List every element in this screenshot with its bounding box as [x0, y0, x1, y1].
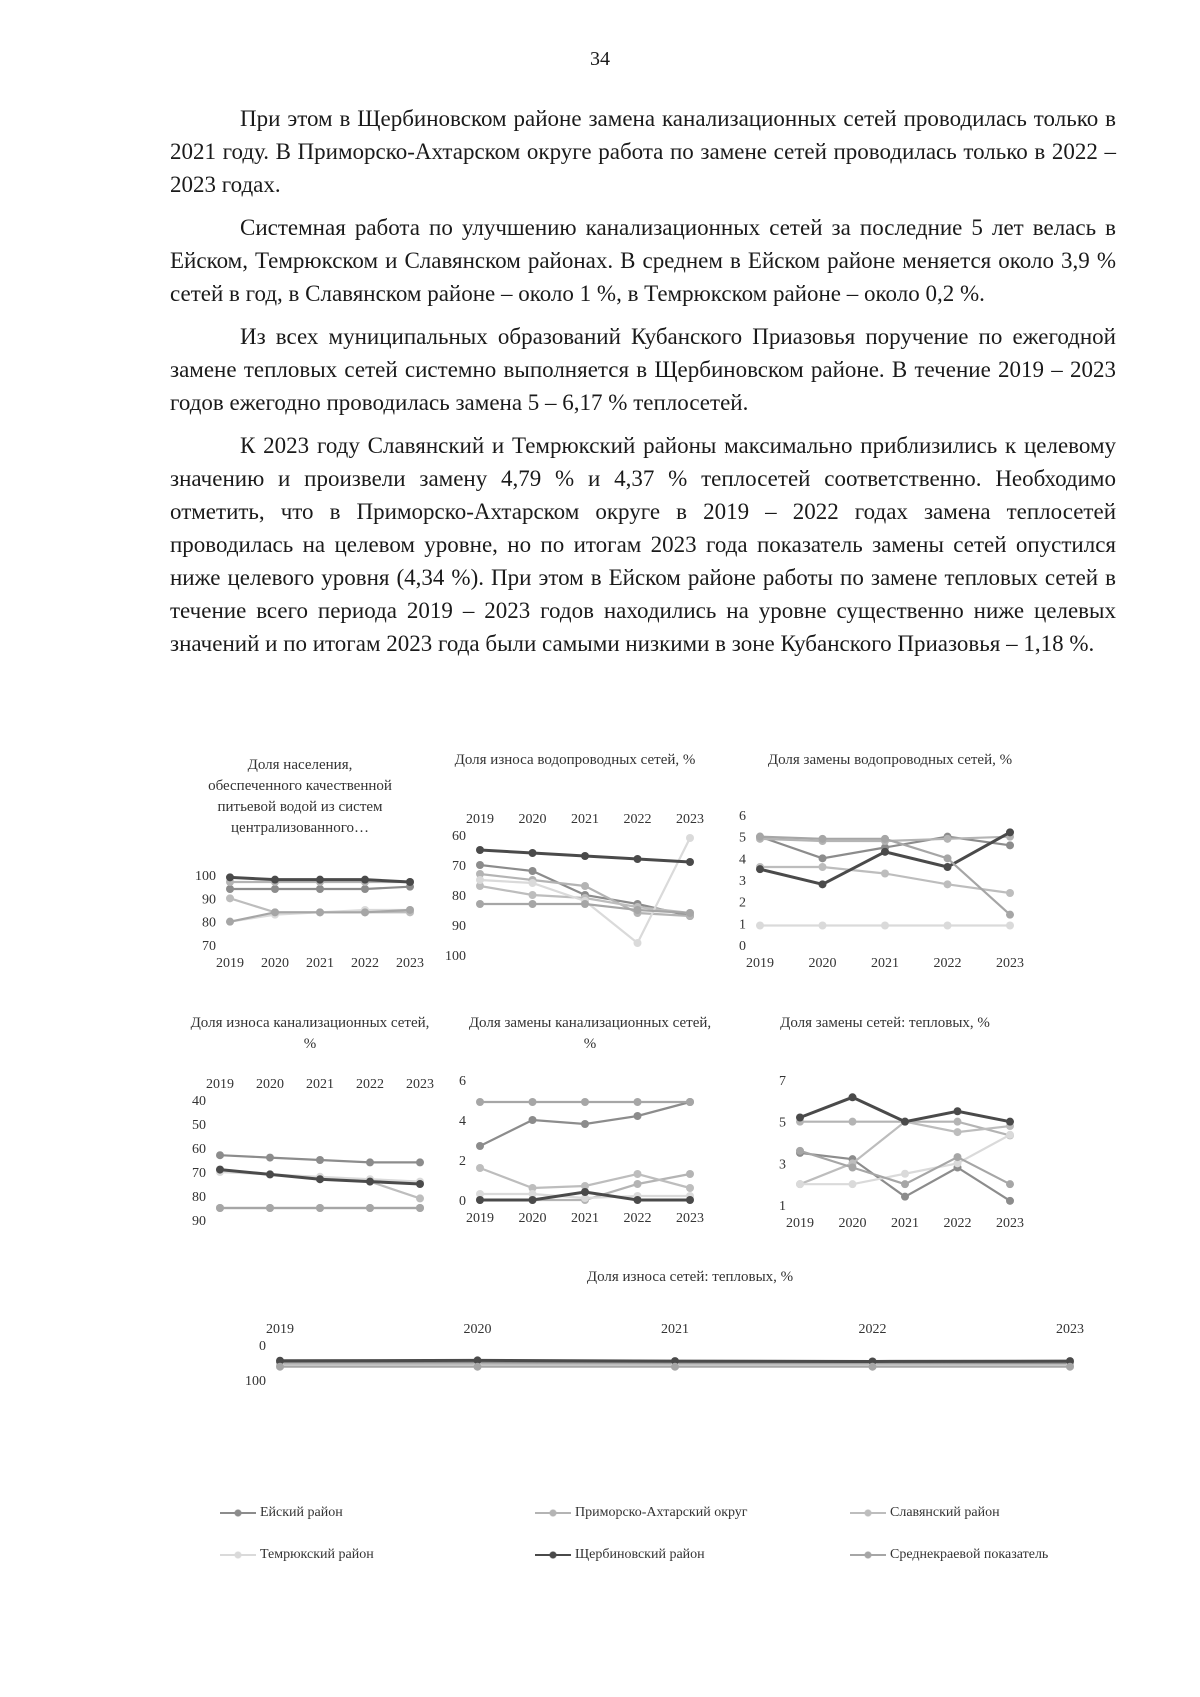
data-point	[634, 1170, 642, 1178]
data-point	[1006, 841, 1014, 849]
data-point	[954, 1118, 962, 1126]
data-point	[316, 908, 324, 916]
y-tick-label: 7	[779, 1074, 786, 1089]
x-tick-label: 2021	[871, 956, 899, 971]
data-point	[756, 865, 764, 873]
data-point	[756, 922, 764, 930]
chart-legend	[200, 1495, 1140, 1585]
data-point	[476, 1164, 484, 1172]
y-tick-label: 0	[459, 1194, 466, 1209]
y-tick-label: 100	[445, 949, 466, 964]
data-point	[686, 858, 694, 866]
data-point	[476, 846, 484, 854]
data-point	[529, 1196, 537, 1204]
chart-title: Доля замены водопроводных сетей, %	[767, 752, 1013, 768]
data-point	[849, 1118, 857, 1126]
data-point	[529, 900, 537, 908]
data-point	[476, 900, 484, 908]
x-tick-label: 2022	[623, 1211, 652, 1226]
chart-title: Доля износа сетей: тепловых, %	[586, 1269, 794, 1285]
legend-swatch	[850, 1549, 886, 1561]
x-tick-label: 2022	[933, 956, 962, 971]
y-tick-label: 3	[739, 874, 746, 889]
x-tick-label: 2020	[261, 956, 289, 971]
data-point	[796, 1114, 804, 1122]
data-point	[819, 835, 827, 843]
data-point	[316, 1156, 324, 1164]
y-tick-label: 2	[459, 1154, 466, 1169]
x-tick-label: 2019	[266, 1322, 294, 1337]
legend-swatch	[535, 1549, 571, 1561]
data-point	[416, 1158, 424, 1166]
data-point	[686, 834, 694, 842]
legend-item	[850, 1505, 1000, 1521]
data-point	[529, 891, 537, 899]
legend-item	[220, 1505, 343, 1521]
x-tick-label: 2020	[518, 1211, 547, 1226]
data-point	[316, 1175, 324, 1183]
data-point	[581, 852, 589, 860]
y-tick-label: 70	[202, 939, 216, 954]
y-tick-label: 90	[202, 892, 216, 908]
data-point	[416, 1204, 424, 1212]
x-tick-label: 2019	[786, 1216, 814, 1231]
y-tick-label: 40	[192, 1094, 206, 1109]
y-tick-label: 6	[459, 1074, 466, 1089]
legend-swatch	[535, 1507, 571, 1519]
line-chart	[180, 1070, 436, 1250]
y-tick-label: 80	[192, 1190, 206, 1205]
data-point	[849, 1164, 857, 1172]
data-point	[406, 906, 414, 914]
data-point	[581, 1188, 589, 1196]
x-tick-label: 2022	[351, 956, 379, 971]
legend-label: Приморско-Ахтарский округ	[575, 1505, 748, 1520]
data-point	[366, 1178, 374, 1186]
data-point	[881, 848, 889, 856]
data-point	[216, 1204, 224, 1212]
x-tick-label: 2023	[676, 1211, 704, 1226]
y-tick-label: 90	[452, 919, 466, 934]
data-point	[686, 1184, 694, 1192]
body-text	[170, 102, 1116, 670]
data-point	[944, 835, 952, 843]
y-tick-label: 70	[452, 859, 466, 874]
data-point	[416, 1194, 424, 1202]
data-point	[366, 1158, 374, 1166]
x-tick-label: 2021	[571, 1211, 599, 1226]
y-tick-label: 1	[739, 917, 746, 933]
x-tick-label: 2020	[518, 812, 547, 827]
data-point	[271, 885, 279, 893]
legend-swatch	[220, 1507, 256, 1519]
x-tick-label: 2023	[1056, 1322, 1084, 1337]
y-tick-label: 0	[259, 1339, 266, 1354]
x-tick-label: 2021	[891, 1216, 919, 1231]
data-point	[529, 1098, 537, 1106]
y-tick-label: 1	[779, 1199, 786, 1214]
data-point	[901, 1180, 909, 1188]
line-chart	[440, 805, 706, 985]
data-point	[954, 1128, 962, 1136]
line-chart	[190, 845, 426, 975]
chart-title: Доля износа канализационных сетей, %	[190, 1015, 430, 1052]
x-tick-label: 2020	[256, 1077, 284, 1092]
y-tick-label: 4	[459, 1114, 466, 1129]
x-tick-label: 2019	[206, 1077, 234, 1092]
data-point	[954, 1153, 962, 1161]
data-point	[1006, 889, 1014, 897]
page-number: 34	[590, 48, 610, 70]
data-point	[226, 918, 234, 926]
x-tick-label: 2020	[838, 1216, 867, 1231]
legend-item	[535, 1547, 705, 1563]
x-tick-label: 2020	[808, 956, 837, 971]
y-tick-label: 80	[452, 889, 466, 904]
data-point	[216, 1151, 224, 1159]
x-tick-label: 2020	[463, 1322, 492, 1337]
data-point	[634, 906, 642, 914]
data-point	[869, 1363, 877, 1371]
data-point	[944, 863, 952, 871]
data-point	[476, 1196, 484, 1204]
data-point	[316, 885, 324, 893]
chart-title: Доля населения, обеспеченного качественной питьевой водой из систем централизованного…	[208, 757, 392, 836]
data-point	[581, 900, 589, 908]
data-point	[954, 1107, 962, 1115]
x-tick-label: 2022	[356, 1077, 384, 1092]
legend-item	[220, 1547, 374, 1563]
data-point	[944, 854, 952, 862]
data-point	[316, 1204, 324, 1212]
data-point	[581, 1098, 589, 1106]
data-point	[686, 1170, 694, 1178]
data-point	[756, 833, 764, 841]
data-point	[634, 1180, 642, 1188]
x-tick-label: 2022	[858, 1322, 887, 1337]
line-chart	[720, 785, 1026, 975]
x-tick-label: 2022	[943, 1216, 972, 1231]
legend-swatch	[850, 1507, 886, 1519]
x-tick-label: 2019	[466, 812, 494, 827]
x-tick-label: 2019	[746, 956, 774, 971]
data-point	[361, 885, 369, 893]
x-tick-label: 2022	[623, 812, 652, 827]
data-point	[634, 855, 642, 863]
data-point	[416, 1180, 424, 1188]
data-point	[634, 1098, 642, 1106]
x-tick-label: 2021	[306, 1077, 334, 1092]
x-tick-label: 2023	[676, 812, 704, 827]
y-tick-label: 90	[192, 1214, 206, 1229]
data-point	[474, 1363, 482, 1371]
y-tick-label: 60	[452, 829, 466, 844]
paragraph: Системная работа по улучшению канализационных сетей за последние 5 лет велась в Ейском, Темрюкском и Славянском районах. В среднем в Ейском районе меняется около 3,9 % сетей в год, в Славянском районе – около 1 %, в Темрюкском районе – около 0,2 %.	[170, 215, 1116, 306]
y-tick-label: 0	[739, 939, 746, 954]
data-point	[686, 909, 694, 917]
chart-title: Доля износа водопроводных сетей, %	[454, 752, 696, 768]
data-point	[901, 1193, 909, 1201]
data-point	[476, 1098, 484, 1106]
data-point	[226, 873, 234, 881]
data-point	[686, 1196, 694, 1204]
data-point	[581, 882, 589, 890]
data-point	[901, 1118, 909, 1126]
data-point	[819, 854, 827, 862]
legend-label: Щербиновский район	[575, 1547, 705, 1562]
line-chart	[760, 1050, 1026, 1235]
data-point	[476, 1142, 484, 1150]
data-point	[476, 861, 484, 869]
y-tick-label: 100	[245, 1374, 266, 1389]
x-tick-label: 2021	[661, 1322, 689, 1337]
data-point	[1006, 1118, 1014, 1126]
y-tick-label: 2	[739, 895, 746, 911]
y-tick-label: 50	[192, 1118, 206, 1133]
legend-item	[850, 1547, 1048, 1563]
x-tick-label: 2019	[466, 1211, 494, 1226]
data-point	[316, 876, 324, 884]
paragraph: К 2023 году Славянский и Темрюкский районы максимально приблизились к целевому значению и произвели замену 4,79 % и 4,37 % теплосетей соответственно. Необходимо отметить, что в Приморско-Ахтарском округе в 2019 – 2022 годах замена теплосетей проводилась на целевом уровне, но по итогам 2023 года показатель замены сетей опустился ниже целевого уровня (4,34 %). При этом в Ейском районе работы по замене тепловых сетей в течение всего периода 2019 – 2023 годов находились на уровне существенно ниже целевых значений и по итогам 2023 года были самыми низкими в зоне Кубанского Приазовья – 1,18 %.	[170, 433, 1116, 656]
chart-title: Доля замены сетей: тепловых, %	[780, 1015, 990, 1031]
data-point	[1006, 1131, 1014, 1139]
line-chart	[240, 1315, 1086, 1410]
data-point	[266, 1170, 274, 1178]
legend-swatch	[220, 1549, 256, 1561]
paragraph: Из всех муниципальных образований Кубанского Приазовья поручение по ежегодной замене тепловых сетей системно выполняется в Щербиновском районе. В течение 2019 – 2023 годов ежегодно проводилась замена 5 – 6,17 % теплосетей.	[170, 324, 1116, 415]
data-point	[849, 1180, 857, 1188]
data-point	[944, 922, 952, 930]
y-tick-label: 70	[192, 1166, 206, 1181]
x-tick-label: 2023	[406, 1077, 434, 1092]
data-point	[819, 863, 827, 871]
data-point	[634, 939, 642, 947]
data-point	[271, 876, 279, 884]
paragraph: При этом в Щербиновском районе замена канализационных сетей проводилась только в 2021 году. В Приморско-Ахтарском округе работа по замене сетей проводилась только в 2022 – 2023 годах.	[170, 106, 1116, 197]
data-point	[634, 1196, 642, 1204]
data-point	[216, 1166, 224, 1174]
data-point	[226, 894, 234, 902]
legend-label: Темрюкский район	[260, 1547, 374, 1562]
x-tick-label: 2023	[996, 956, 1024, 971]
charts-figure	[160, 752, 1150, 1590]
data-point	[476, 876, 484, 884]
data-point	[271, 908, 279, 916]
data-point	[1006, 828, 1014, 836]
data-point	[366, 1204, 374, 1212]
data-point	[671, 1363, 679, 1371]
data-point	[881, 870, 889, 878]
data-point	[529, 867, 537, 875]
data-point	[1006, 1197, 1014, 1205]
data-point	[266, 1154, 274, 1162]
data-point	[1066, 1363, 1074, 1371]
data-point	[819, 880, 827, 888]
data-point	[529, 879, 537, 887]
data-point	[529, 849, 537, 857]
data-point	[796, 1147, 804, 1155]
x-tick-label: 2021	[306, 956, 334, 971]
data-point	[1006, 1180, 1014, 1188]
data-point	[226, 885, 234, 893]
legend-label: Славянский район	[890, 1505, 1000, 1520]
x-tick-label: 2019	[216, 956, 244, 971]
legend-item	[535, 1505, 748, 1521]
x-tick-label: 2023	[396, 956, 424, 971]
data-point	[796, 1180, 804, 1188]
data-point	[361, 908, 369, 916]
chart-title: Доля замены канализационных сетей, %	[468, 1015, 712, 1052]
data-point	[406, 878, 414, 886]
data-point	[529, 1116, 537, 1124]
x-tick-label: 2021	[571, 812, 599, 827]
data-point	[849, 1093, 857, 1101]
y-tick-label: 4	[739, 852, 746, 868]
y-tick-label: 5	[739, 830, 746, 846]
data-point	[686, 1098, 694, 1106]
legend-label: Среднекраевой показатель	[890, 1547, 1049, 1562]
data-point	[1006, 922, 1014, 930]
data-point	[819, 922, 827, 930]
data-point	[1006, 911, 1014, 919]
y-tick-label: 80	[202, 915, 216, 931]
y-tick-label: 3	[779, 1157, 786, 1173]
data-point	[361, 876, 369, 884]
line-chart	[440, 1050, 706, 1230]
data-point	[266, 1204, 274, 1212]
y-tick-label: 60	[192, 1142, 206, 1157]
data-point	[881, 922, 889, 930]
data-point	[276, 1363, 284, 1371]
y-tick-label: 5	[779, 1115, 786, 1131]
x-tick-label: 2023	[996, 1216, 1024, 1231]
data-point	[881, 835, 889, 843]
y-tick-label: 100	[195, 869, 216, 884]
y-tick-label: 6	[739, 809, 746, 824]
legend-label: Ейский район	[260, 1505, 343, 1520]
data-point	[944, 880, 952, 888]
data-point	[634, 1112, 642, 1120]
data-point	[581, 1120, 589, 1128]
data-point	[901, 1170, 909, 1178]
